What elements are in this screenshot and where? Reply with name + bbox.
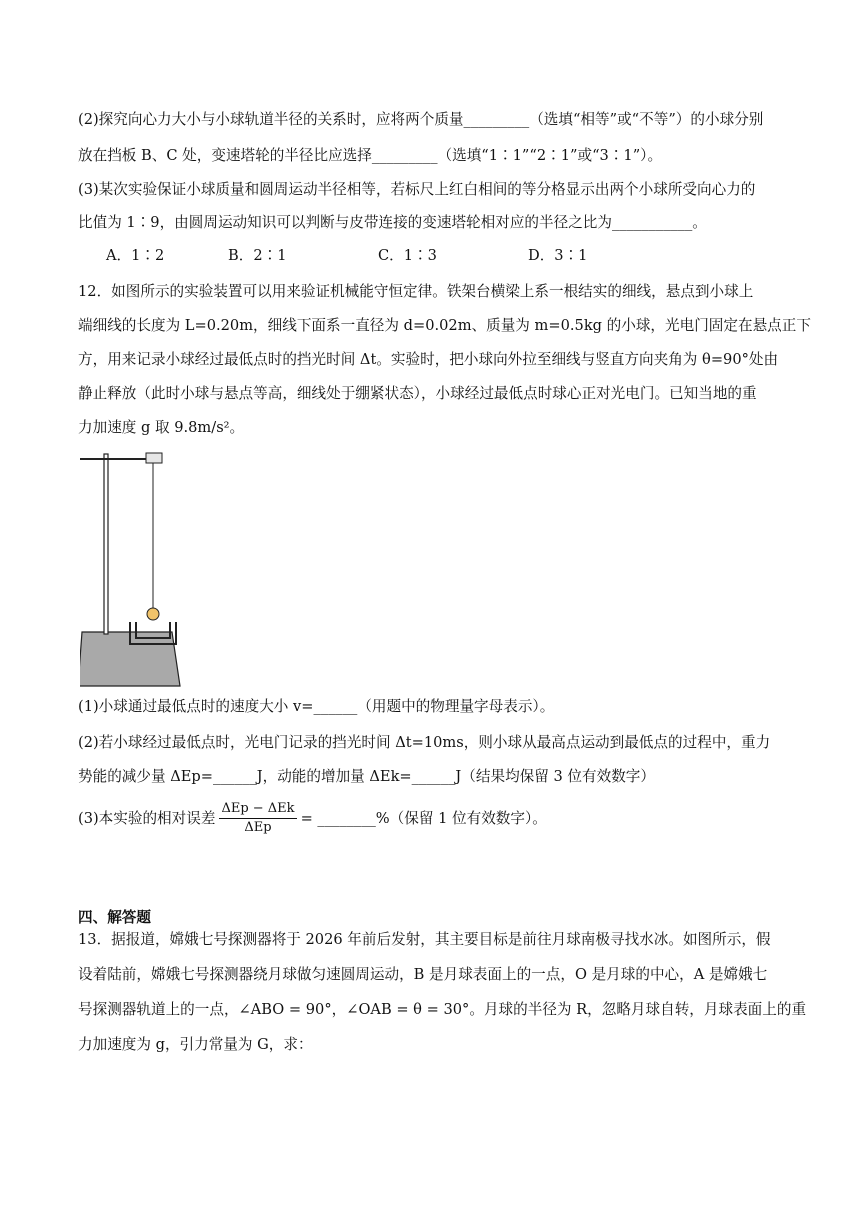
line-q13-3: 号探测器轨道上的一点，∠ABO = 90°，∠OAB = θ = 30°。月球的半径为 R，忽略月球自转，月球表面上的重: [78, 1001, 807, 1018]
line-q13-4: 力加速度为 g，引力常量为 G，求：: [78, 1036, 313, 1053]
line-q12-sub2-b: 势能的减少量 ΔEp=______J，动能的增加量 ΔEk=______J（结果均保留 3 位有效数字）: [78, 768, 655, 785]
choices-row: [106, 246, 806, 266]
line-q12-3: 方，用来记录小球经过最低点时的挡光时间 Δt。实验时，把小球向外拉至细线与竖直方向夹角为 θ=90°处由: [78, 351, 779, 368]
line-q12-1: 12．如图所示的实验装置可以用来验证机械能守恒定律。铁架台横梁上系一根结实的细线，悬点到小球上: [78, 283, 754, 300]
choice-d: D．3∶1: [528, 247, 588, 264]
choice-c: C．1∶3: [378, 247, 437, 264]
line-q12-2: 端细线的长度为 L=0.20m，细线下面系一直径为 d=0.02m、质量为 m=0.5kg 的小球，光电门固定在悬点正下: [78, 317, 811, 334]
choice-b: B．2∶1: [228, 247, 287, 264]
ball: [147, 608, 159, 620]
section-title: 四、解答题: [78, 909, 151, 926]
pendulum-apparatus-diagram: [80, 450, 190, 690]
line-q11-2-b: 放在挡板 B、C 处，变速塔轮的半径比应选择_________（选填“1∶1”“2∶1”或“3∶1”）。: [78, 147, 663, 164]
line-q13-2: 设着陆前，嫦娥七号探测器绕月球做匀速圆周运动，B 是月球表面上的一点，O 是月球的中心，A 是嫦娥七: [78, 966, 768, 983]
line-q11-3-a: (3)某次实验保证小球质量和圆周运动半径相等，若标尺上红白相间的等分格显示出两个小球所受向心力的: [78, 181, 756, 198]
line-q12-sub3: [78, 800, 547, 837]
relative-error-fraction: [219, 800, 296, 837]
line-q13-1: 13．据报道，嫦娥七号探测器将于 2026 年前后发射，其主要目标是前往月球南极寻找水冰。如图所示，假: [78, 931, 771, 948]
line-q12-sub2-a: (2)若小球经过最低点时，光电门记录的挡光时间 Δt=10ms，则小球从最高点运动到最低点的过程中，重力: [78, 734, 771, 751]
line-q12-4: 静止释放（此时小球与悬点等高，细线处于绷紧状态），小球经过最低点时球心正对光电门。已知当地的重: [78, 385, 757, 402]
choice-a: A．1∶2: [106, 247, 165, 264]
sub3-prefix: (3)本实验的相对误差: [78, 809, 216, 827]
line-q11-2-a: (2)探究向心力大小与小球轨道半径的关系时，应将两个质量_________（选填“相等”或“不等”）的小球分别: [78, 111, 764, 128]
fraction-numerator: ΔEp − ΔEk: [219, 800, 296, 819]
fraction-denominator: ΔEp: [244, 820, 272, 835]
clamp: [146, 453, 162, 463]
sub3-suffix: = ________%（保留 1 位有效数字）。: [300, 809, 547, 827]
line-q12-sub1: (1)小球通过最低点时的速度大小 v=______（用题中的物理量字母表示）。: [78, 698, 555, 715]
line-q12-5: 力加速度 g 取 9.8m/s²。: [78, 419, 245, 436]
line-q11-3-b: 比值为 1∶9，由圆周运动知识可以判断与皮带连接的变速塔轮相对应的半径之比为___________。: [78, 214, 707, 231]
stand-rod: [104, 454, 108, 634]
